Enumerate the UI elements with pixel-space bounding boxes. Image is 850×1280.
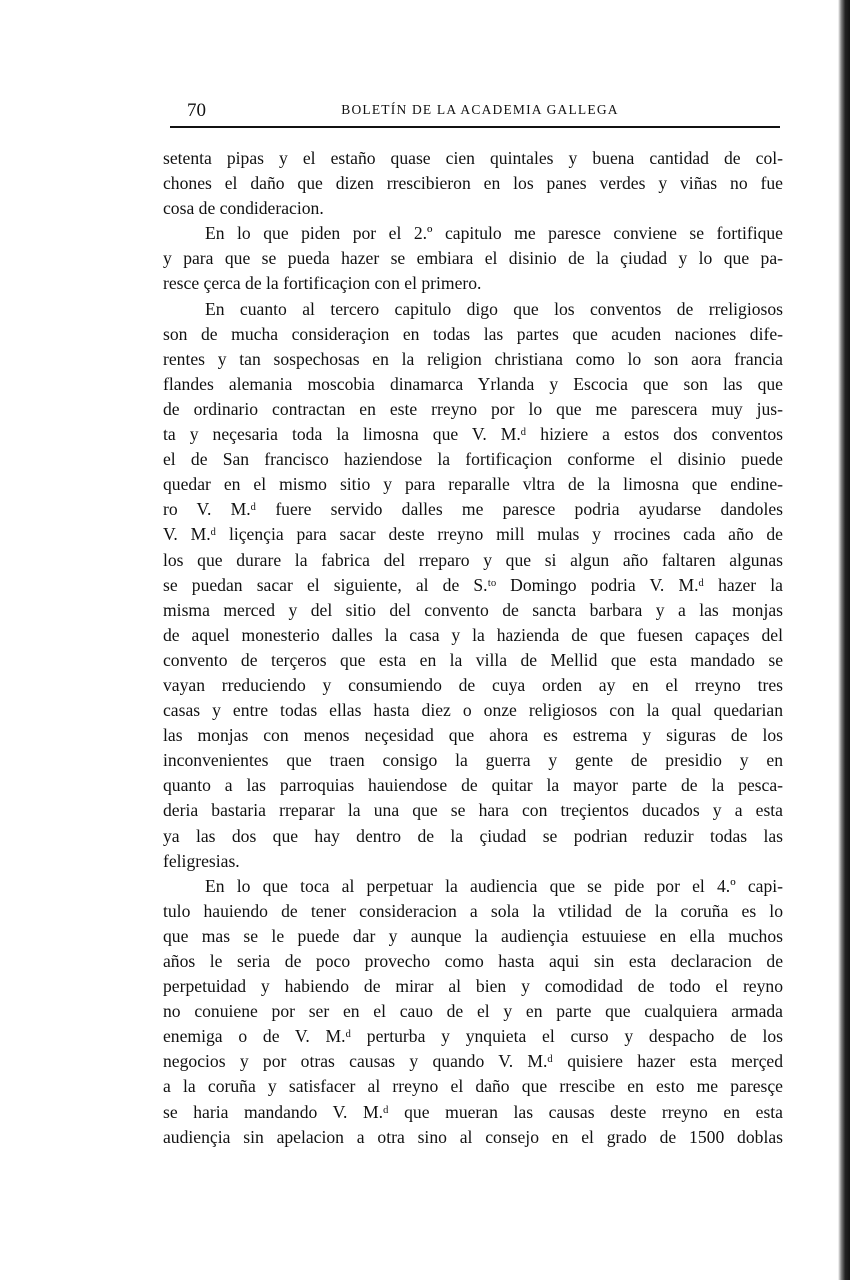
scan-edge (838, 0, 850, 1280)
text-line: casas y entre todas ellas hasta diez o onze religiosos con la qual quedarian (163, 700, 783, 721)
text-line: setenta pipas y el estaño quase cien quintales y buena cantidad de col- (163, 148, 783, 168)
text-line: convento de terçeros que esta en la villa de Mellid que esta mandado se (163, 649, 783, 670)
text-line: enemiga o de V. M.ᵈ perturba y ynquieta el curso y despacho de los (163, 1026, 783, 1047)
text-line: ta y neçesaria toda la limosna que V. M.ᵈ hiziere a estos dos conventos (163, 424, 783, 445)
text-line: misma merced y del sitio del convento de sancta barbara y a las monjas (163, 599, 783, 620)
text-line: audiençia sin apelacion a otra sino al consejo en el grado de 1500 doblas (163, 1126, 783, 1147)
text-line: perpetuidad y habiendo de mirar al bien y comodidad de todo el reyno (163, 976, 783, 997)
text-line: flandes alemania moscobia dinamarca Yrlanda y Escocia que son las que (163, 373, 783, 394)
running-title: BOLETÍN DE LA ACADEMIA GALLEGA (341, 102, 619, 117)
text-line: deria bastaria rreparar la una que se hara con treçientos ducados y a esta (163, 800, 783, 821)
text-line: chones el daño que dizen rrescibieron en los panes verdes y viñas no fue (163, 173, 783, 194)
text-line: rentes y tan sospechosas en la religion christiana como lo son aora francia (163, 348, 783, 369)
text-line: En cuanto al tercero capitulo digo que los conventos de rreligiosos (205, 298, 783, 319)
text-line: a la coruña y satisfacer al rreyno el daño que rrescibe en esto me paresçe (163, 1076, 783, 1097)
text-line: se puedan sacar el siguiente, al de S.ᵗᵒ Domingo podria V. M.ᵈ hazer la (163, 574, 783, 595)
text-line: se haria mandando V. M.ᵈ que mueran las causas deste rreyno en esta (163, 1101, 783, 1122)
text-line: años le seria de poco provecho como hasta aqui sin esta declaracion de (163, 951, 783, 971)
paragraph (163, 221, 783, 296)
text-line: son de mucha consideraçion en todas las partes que acuden naciones dife- (163, 323, 783, 344)
text-line: En lo que toca al perpetuar la audiencia que se pide por el 4.º capi- (205, 875, 783, 896)
text-line: que mas se le puede dar y aunque la audiençia estuuiese en ella muchos (163, 925, 783, 946)
paragraph (163, 146, 783, 221)
text-line: inconvenientes que traen consigo la guerra y gente de presidio y en (163, 750, 783, 771)
text-line: resce çerca de la fortificaçion con el primero. (163, 273, 482, 294)
text-line: ya las dos que hay dentro de la çiudad se podrian reduzir todas las (163, 825, 783, 846)
text-line: no conuiene por ser en el cauo de el y en parte que cualquiera armada (163, 1001, 783, 1022)
page-header (170, 98, 780, 122)
text-line: V. M.ᵈ liçençia para sacar deste rreyno mill mulas y rrocines cada año de (163, 524, 783, 545)
text-line: feligresias. (163, 850, 240, 871)
paragraph (163, 297, 783, 874)
text-line: vayan rreduciendo y consumiendo de cuya orden ay en el rreyno tres (163, 674, 783, 695)
text-line: las monjas con menos neçesidad que ahora es estrema y siguras de los (163, 725, 783, 746)
text-line: cosa de condideracion. (163, 198, 324, 219)
text-line: ro V. M.ᵈ fuere servido dalles me paresce podria ayudarse dandoles (163, 499, 783, 520)
text-line: negocios y por otras causas y quando V. M.ᵈ quisiere hazer esta merçed (163, 1051, 783, 1072)
text-line: quedar en el mismo sitio y para reparalle vltra de la limosna que endine- (163, 474, 783, 495)
text-line: el de San francisco haziendose la fortificaçion conforme el disinio puede (163, 449, 783, 470)
text-line: tulo hauiendo de tener consideracion a sola la vtilidad de la coruña es lo (163, 900, 783, 921)
page-body (163, 146, 783, 1150)
paragraph (163, 874, 783, 1150)
text-line: y para que se pueda hazer se embiara el disinio de la çiudad y lo que pa- (163, 248, 783, 269)
text-line: quanto a las parroquias hauiendose de quitar la mayor parte de la pesca- (163, 775, 783, 796)
page-number: 70 (187, 100, 206, 121)
text-line: de aquel monesterio dalles la casa y la hazienda de que fuesen capaçes del (163, 624, 783, 645)
text-line: los que durare la fabrica del rreparo y que si algun año faltaren algunas (163, 549, 783, 570)
text-line: En lo que piden por el 2.º capitulo me paresce conviene se fortifique (205, 223, 783, 244)
text-line: de ordinario contractan en este rreyno por lo que me parescera muy jus- (163, 398, 783, 419)
header-rule (170, 126, 780, 128)
